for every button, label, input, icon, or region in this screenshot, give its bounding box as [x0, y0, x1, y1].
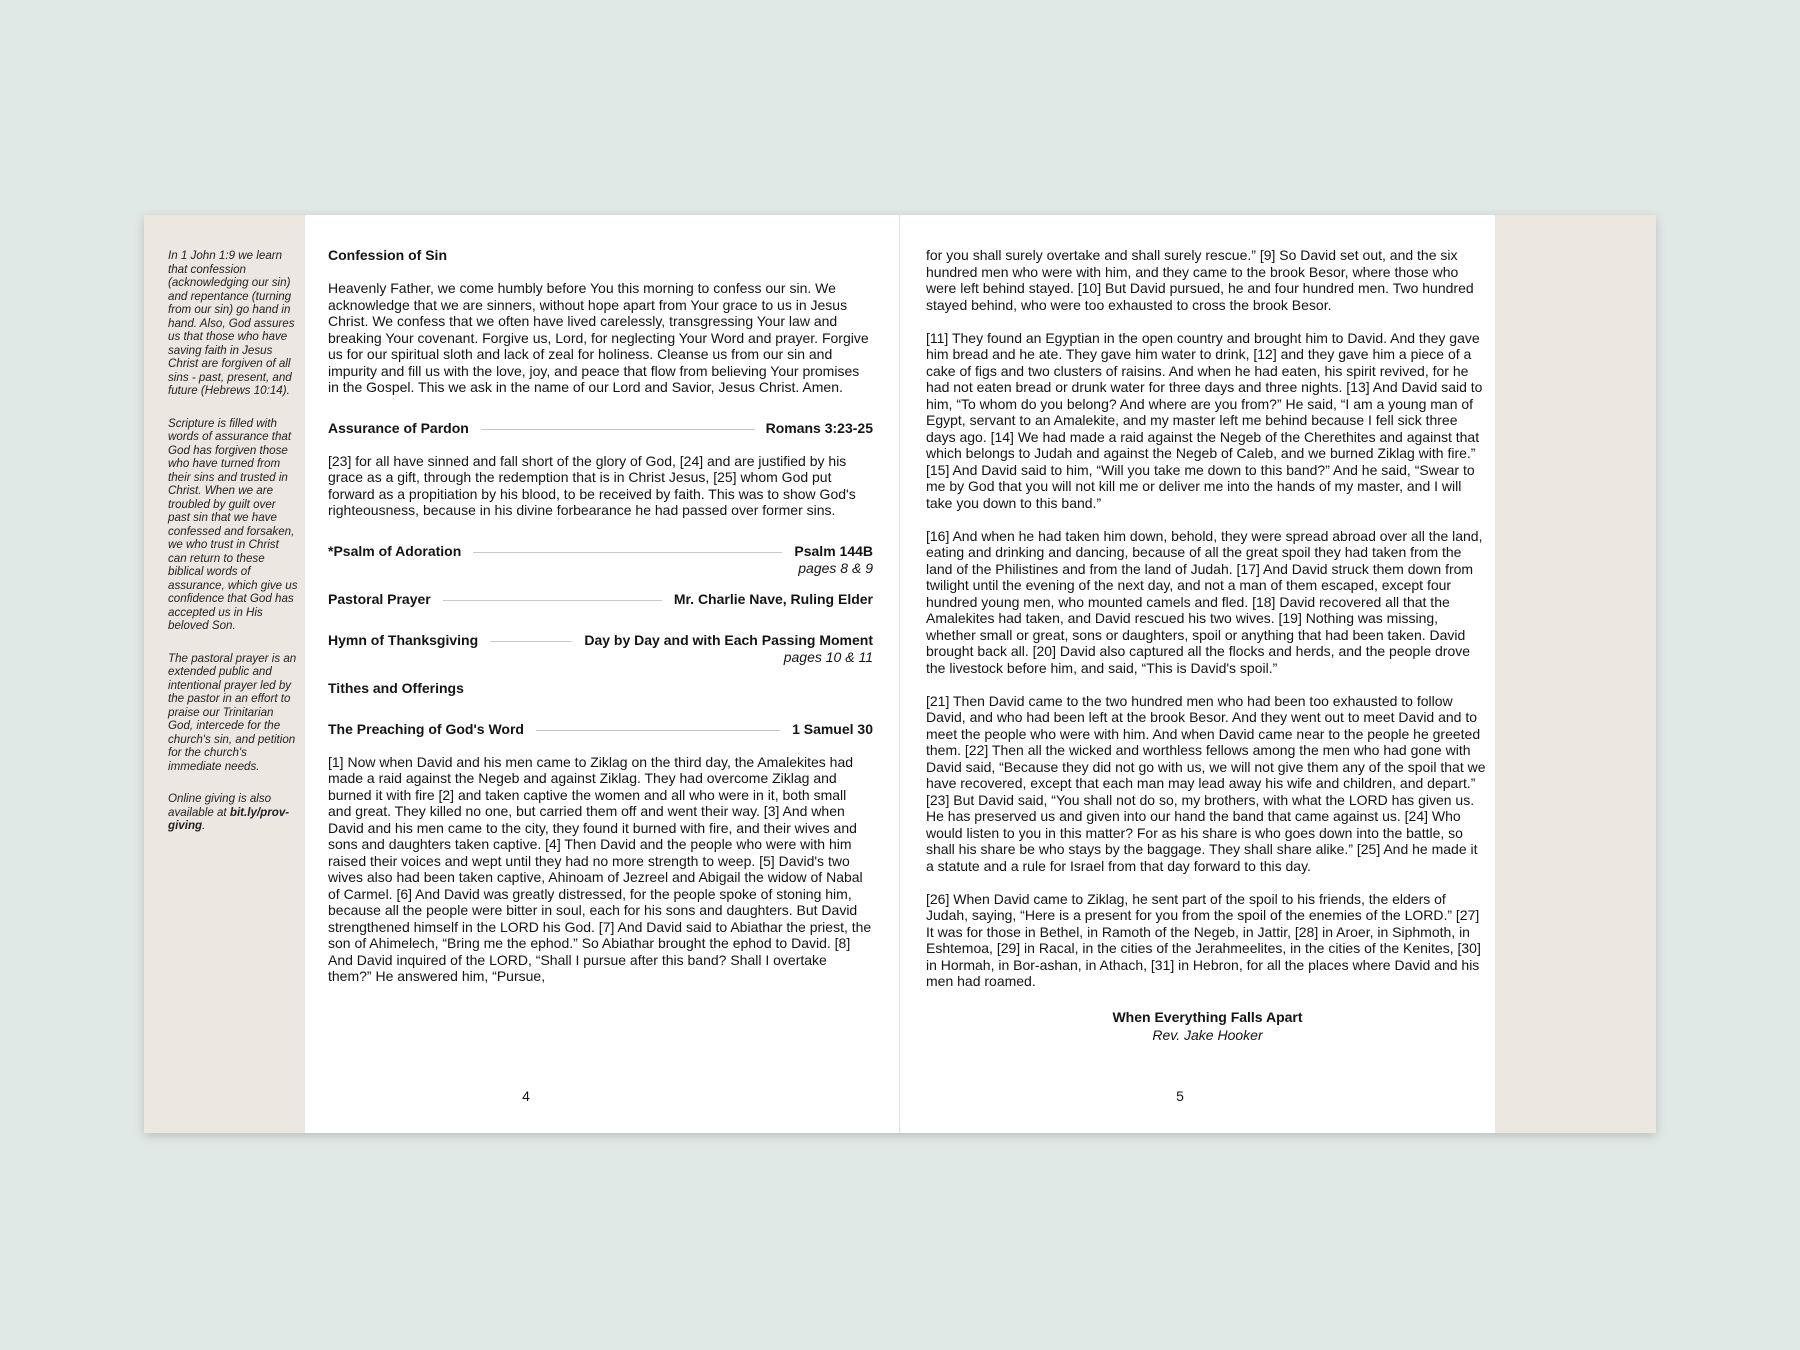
- preaching-reference: 1 Samuel 30: [792, 720, 873, 737]
- sidebar-notes: [168, 249, 300, 852]
- assurance-text: [23] for all have sinned and fall short of the glory of God, [24] and are justified by his grace as a gift, through the redemption that is in Christ Jesus, [25] whom God put forward as a propitiation by his blood, to be received by faith. This was to show God's righteousness, because in his divine forbearance he had passed over former sins.: [328, 452, 856, 518]
- page-5: [900, 215, 1495, 1133]
- scripture-paragraph-4: [21] Then David came to the two hundred men who had been too exhausted to follow David, and who had been left at the brook Besor. And they went out to meet David and to meet the people who were with him. And when David came near to the people he greeted them. [22] Then all the wicked and worthless fellows among the men who had gone with David said, “Because they did not go with us, we will not give them any of the spoil that we have recovered, except that each man may lead away his wife and children, and depart.” [23] But David said, “You shall not do so, my brothers, with what the LORD has given us. He has preserved us and given into our hand the band that came against us. [24] Who would listen to you in this matter? For as his share is who goes down into the battle, so shall his share be who stays by the baggage. They shall share alike.” [25] And he made it a statute and a rule for Israel from that day forward to this day.: [926, 692, 1486, 874]
- right-margin-panel: [1495, 215, 1656, 1133]
- psalm-title: *Psalm of Adoration: [328, 542, 462, 559]
- preaching-text: [1] Now when David and his men came to Ziklag on the third day, the Amalekites had made a raid against the Negeb and against Ziklag. They had overcome Ziklag and burned it with fire [2] and taken captive the women and all who were in it, both small and great. They killed no one, but carried them off and went their way. [3] And when David and his men came to the city, they found it burned with fire, and their wives and sons and daughters taken captive. [4] Then David and the people who were with him raised their voices and wept until they had no more strength to weep. [5] David's two wives also had been taken captive, Ahinoam of Jezreel and Abigail the widow of Nabal of Carmel. [6] And David was greatly distressed, for the people spoke of stoning him, because all the people were bitter in soul, each for his sons and daughters. But David strengthened himself in the LORD his God. [7] And David said to Abiathar the priest, the son of Ahimelech, “Bring me the ephod.” So Abiathar brought the ephod to David. [8] And David inquired of the LORD, “Shall I pursue after this band? Shall I overtake them?” He answered him, “Pursue,: [328, 753, 872, 984]
- assurance-row: [328, 420, 873, 437]
- confession-text: Heavenly Father, we come humbly before You this morning to confess our sin. We acknowledge that we are sinners, without hope apart from Your grace to us in Jesus Christ. We confess that we often have lived carelessly, transgressing Your law and breaking Your covenant. Forgive us, Lord, for neglecting Your Word and prayer. Forgive us for our spiritual sloth and lack of zeal for holiness. Cleanse us from our sin and impurity and fill us with the love, joy, and peace that flow from believing Your promises in the Gospel. This we ask in the name of our Lord and Savior, Jesus Christ. Amen.: [328, 280, 869, 395]
- divider-rule: [481, 429, 754, 430]
- scripture-paragraph-3: [16] And when he had taken him down, behold, they were spread abroad over all the land, eating and drinking and dancing, because of all the great spoil they had taken from the land of the Philistines and from the land of Judah. [17] And David struck them down from twilight until the evening of the next day, and not a man of them escaped, except four hundred young men, who mounted camels and fled. [18] David recovered all that the Amalekites had taken, and David rescued his two wives. [19] Nothing was missing, whether small or great, sons or daughters, spoil or anything that had been taken. David brought back all. [20] David also captured all the flocks and herds, and the people drove the livestock before him, and said, “This is David's spoil.”: [926, 527, 1483, 676]
- divider-rule: [536, 730, 780, 731]
- page-number-right: 5: [1176, 1088, 1184, 1104]
- scripture-continued: [926, 247, 1489, 1044]
- pastoral-prayer-leader: Mr. Charlie Nave, Ruling Elder: [673, 590, 873, 607]
- psalm-row: [328, 543, 873, 560]
- page-number-left: 4: [522, 1088, 530, 1104]
- sermon-title: When Everything Falls Apart: [1112, 1008, 1303, 1025]
- hymn-title: Hymn of Thanksgiving: [328, 631, 479, 648]
- preaching-row: [328, 721, 873, 738]
- pastoral-prayer-title: Pastoral Prayer: [328, 590, 431, 607]
- preaching-title: The Preaching of God's Word: [328, 720, 524, 737]
- note-confession: In 1 John 1:9 we learn that confession (acknowledging our sin) and repentance (turning from our sin) go hand in hand. Also, God assures us that those who have saving faith in Jesus Christ are forgiven of all sins - past, present, and future (Hebrews 10:14).: [168, 249, 295, 397]
- hymn-row: [328, 632, 873, 649]
- divider-rule: [473, 552, 782, 553]
- divider-rule: [443, 600, 662, 601]
- scripture-paragraph-2: [11] They found an Egyptian in the open country and brought him to David. And they gave him bread and he ate. They gave him water to drink, [12] and they gave him a piece of a cake of figs and two clusters of raisins. And when he had eaten, his spirit revived, for he had not eaten bread or drunk water for three days and three nights. [13] And David said to him, “To whom do you belong? And where are you from?” He said, “I am a young man of Egypt, servant to an Amalekite, and my master left me behind because I fell sick three days ago. [14] We had made a raid against the Negeb of the Cherethites and against that which belongs to Judah and against the Negeb of Caleb, and we burned Ziklag with fire.” [15] And David said to him, “Will you take me down to this band?” And he said, “Swear to me by God that you will not kill me or deliver me into the hands of my master, and I will take you down to this band.”: [926, 329, 1483, 511]
- pastoral-prayer-row: [328, 591, 873, 608]
- note-pastoral-prayer: The pastoral prayer is an extended public and intentional prayer led by the pastor in an effort to praise our Trinitarian God, intercede for the church's sin, and petition for the church's immediate needs.: [168, 651, 297, 773]
- scripture-paragraph-5: [26] When David came to Ziklag, he sent part of the spoil to his friends, the elders of Judah, saying, “Here is a present for you from the spoil of the enemies of the LORD.” [27] It was for those in Bethel, in Ramoth of the Negeb, in Jattir, [28] in Aroer, in Siphmoth, in Eshtemoa, [29] in Racal, in the cities of the Jerahmeelites, in the cities of the Kenites, [30] in Hormah, in Bor-ashan, in Athach, [31] in Hebron, for all the places where David and his men had roamed.: [926, 890, 1481, 989]
- divider-rule: [490, 641, 572, 642]
- tithes-title: Tithes and Offerings: [328, 679, 464, 696]
- psalm-pages: pages 8 & 9: [798, 559, 873, 576]
- confession-title: Confession of Sin: [328, 247, 447, 263]
- sermon-author: Rev. Jake Hooker: [1152, 1026, 1263, 1043]
- assurance-reference: Romans 3:23-25: [765, 419, 873, 436]
- assurance-title: Assurance of Pardon: [328, 419, 469, 436]
- note-online-giving: Online giving is also available at bit.ly/prov-giving.: [168, 792, 290, 832]
- hymn-name: Day by Day and with Each Passing Moment: [584, 631, 873, 648]
- scripture-paragraph-1: for you shall surely overtake and shall surely rescue.” [9] So David set out, and the six hundred men who were with him, and they came to the brook Besor, where those who were left behind stayed. [10] But David pursued, he and four hundred men. Two hundred stayed behind, who were too exhausted to cross the brook Besor.: [926, 247, 1474, 313]
- sidebar-notes-panel: [144, 215, 305, 1133]
- psalm-reference: Psalm 144B: [794, 542, 873, 559]
- page-4: [305, 215, 899, 1133]
- bulletin-spread: [144, 215, 1656, 1133]
- giving-link[interactable]: bit.ly/prov-giving: [168, 805, 290, 832]
- order-of-worship: [328, 247, 873, 984]
- sermon-info: [926, 1008, 1489, 1044]
- hymn-pages: pages 10 & 11: [783, 648, 873, 665]
- note-assurance: Scripture is filled with words of assurance that God has forgiven those who have turned from their sins and trusted in Christ. When we are troubled by guilt over past sin that we have confessed and forsaken, we who trust in Christ can return to these biblical words of assurance, which give us confidence that God has accepted us in His beloved Son.: [168, 416, 298, 632]
